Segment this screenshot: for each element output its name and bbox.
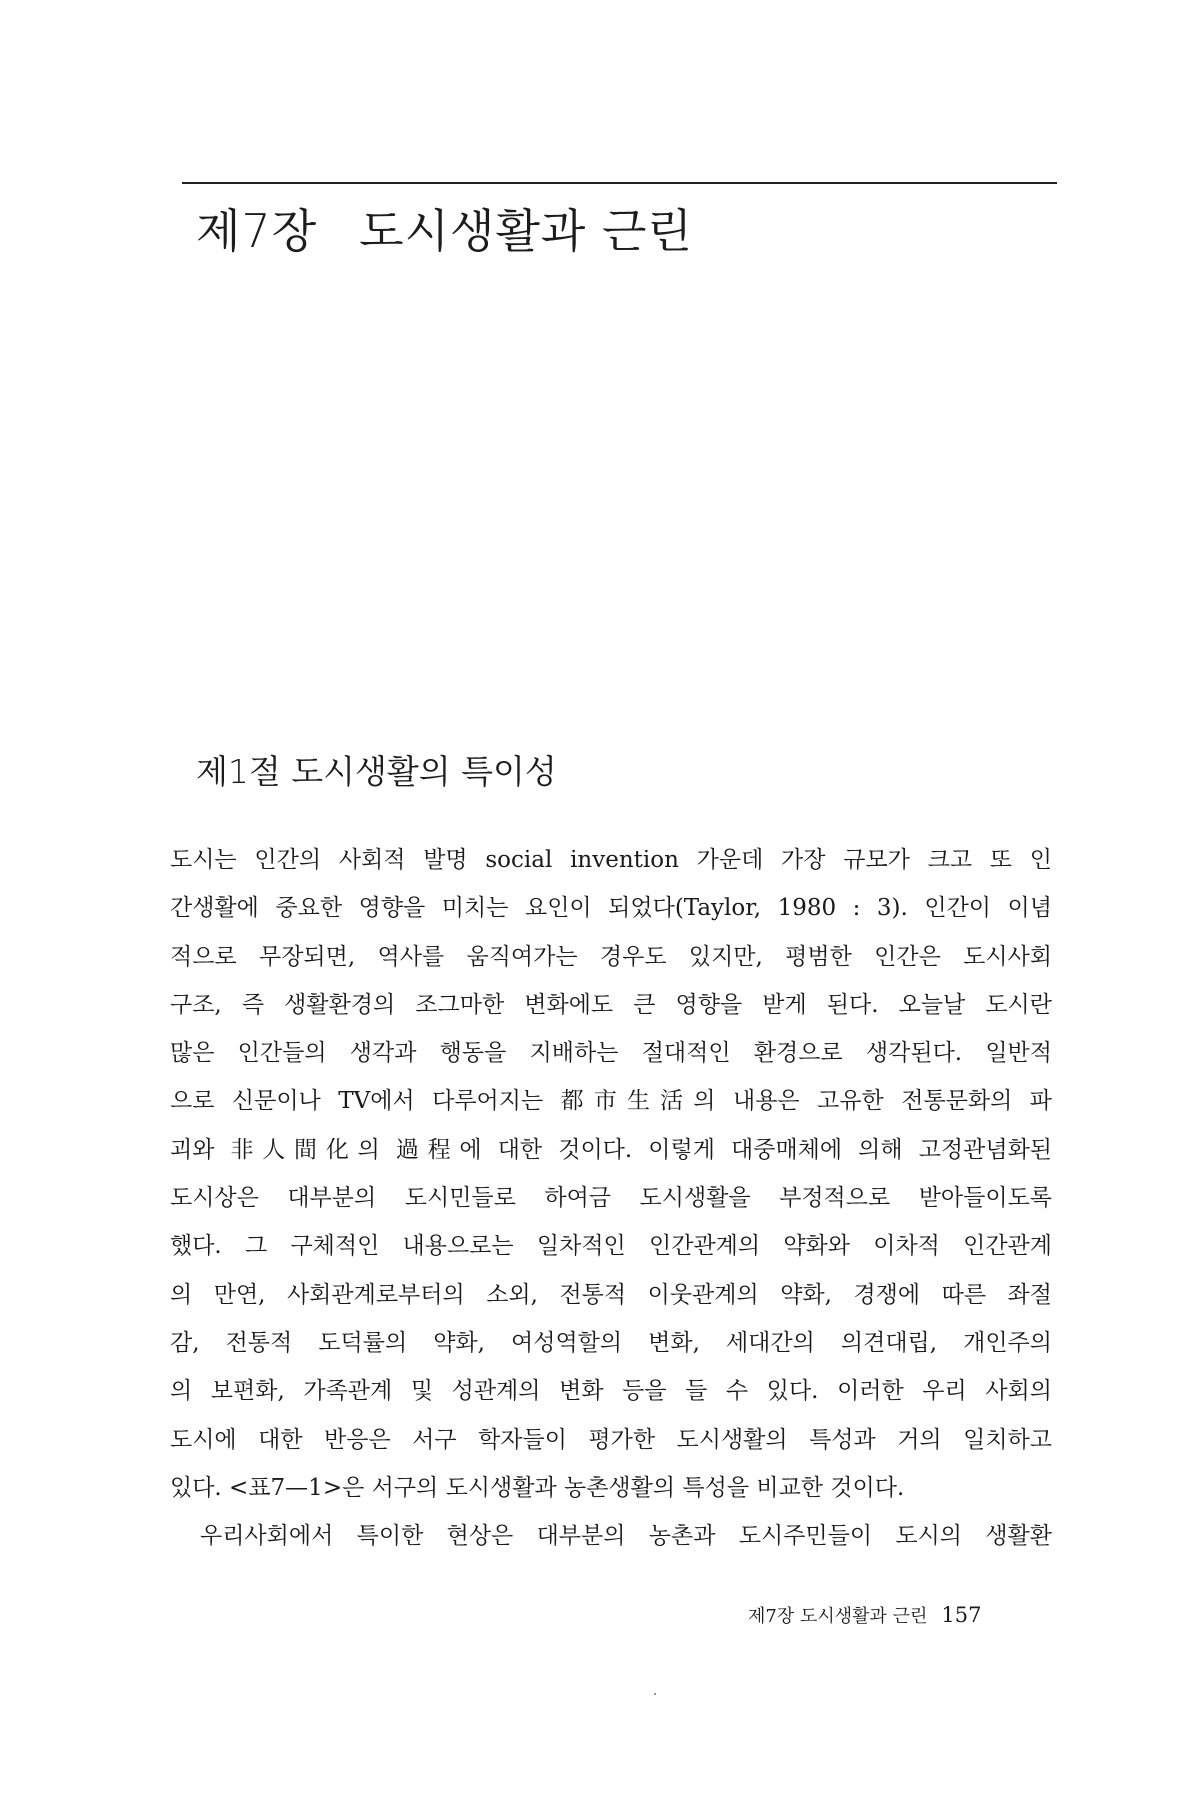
body-line: 구조, 즉 생활환경의 조그마한 변화에도 큰 영향을 받게 된다. 오늘날 도시란 — [170, 991, 1052, 1018]
body-line: 의 만연, 사회관계로부터의 소외, 전통적 이웃관계의 약화, 경쟁에 따른 좌절 — [170, 1281, 1052, 1308]
section-title: 제1절 도시생활의 특이성 — [196, 752, 557, 791]
page-footer — [748, 1602, 981, 1628]
body-line: 했다. 그 구체적인 내용으로는 일차적인 인간관계의 약화와 이차적 인간관계 — [170, 1233, 1052, 1260]
running-title: 제7장 도시생활과 근린 — [748, 1606, 928, 1627]
body-line: 도시에 대한 반응은 서구 학자들이 평가한 도시생활의 특성과 거의 일치하고 — [170, 1426, 1052, 1453]
body-line: 으로 신문이나 TV에서 다루어지는 都市生活의 내용은 고유한 전통문화의 파 — [170, 1088, 1052, 1115]
body-line: 있다. <표7—1>은 서구의 도시생활과 농촌생활의 특성을 비교한 것이다. — [170, 1474, 905, 1501]
chapter-heading — [196, 195, 693, 261]
scan-speck — [654, 1693, 656, 1695]
page-number: 157 — [941, 1603, 982, 1627]
body-line: 간생활에 중요한 영향을 미치는 요인이 되었다(Taylor, 1980 : 3). 인간이 이념 — [170, 895, 1052, 922]
body-line: 의 보편화, 가족관계 및 성관계의 변화 등을 들 수 있다. 이러한 우리 사회의 — [170, 1378, 1052, 1405]
body-line: 도시는 인간의 사회적 발명 social invention 가운데 가장 규모가 크고 또 인 — [170, 847, 1052, 873]
body-line: 감, 전통적 도덕률의 약화, 여성역할의 변화, 세대간의 의견대립, 개인주의 — [170, 1329, 1052, 1356]
body-line: 적으로 무장되면, 역사를 움직여가는 경우도 있지만, 평범한 인간은 도시사회 — [170, 943, 1052, 970]
body-text — [170, 836, 1052, 1560]
body-line: 괴와 非人間化의 過程에 대한 것이다. 이렇게 대중매체에 의해 고정관념화된 — [170, 1136, 1052, 1163]
chapter-top-rule — [182, 182, 1057, 184]
body-line: 많은 인간들의 생각과 행동을 지배하는 절대적인 환경으로 생각된다. 일반적 — [170, 1040, 1052, 1067]
body-line: 도시상은 대부분의 도시민들로 하여금 도시생활을 부정적으로 받아들이도록 — [170, 1185, 1052, 1212]
body-line: 우리사회에서 특이한 현상은 대부분의 농촌과 도시주민들이 도시의 생활환 — [200, 1523, 1052, 1550]
chapter-title: 도시생활과 근린 — [359, 204, 693, 258]
chapter-number: 제7장 — [196, 204, 318, 258]
